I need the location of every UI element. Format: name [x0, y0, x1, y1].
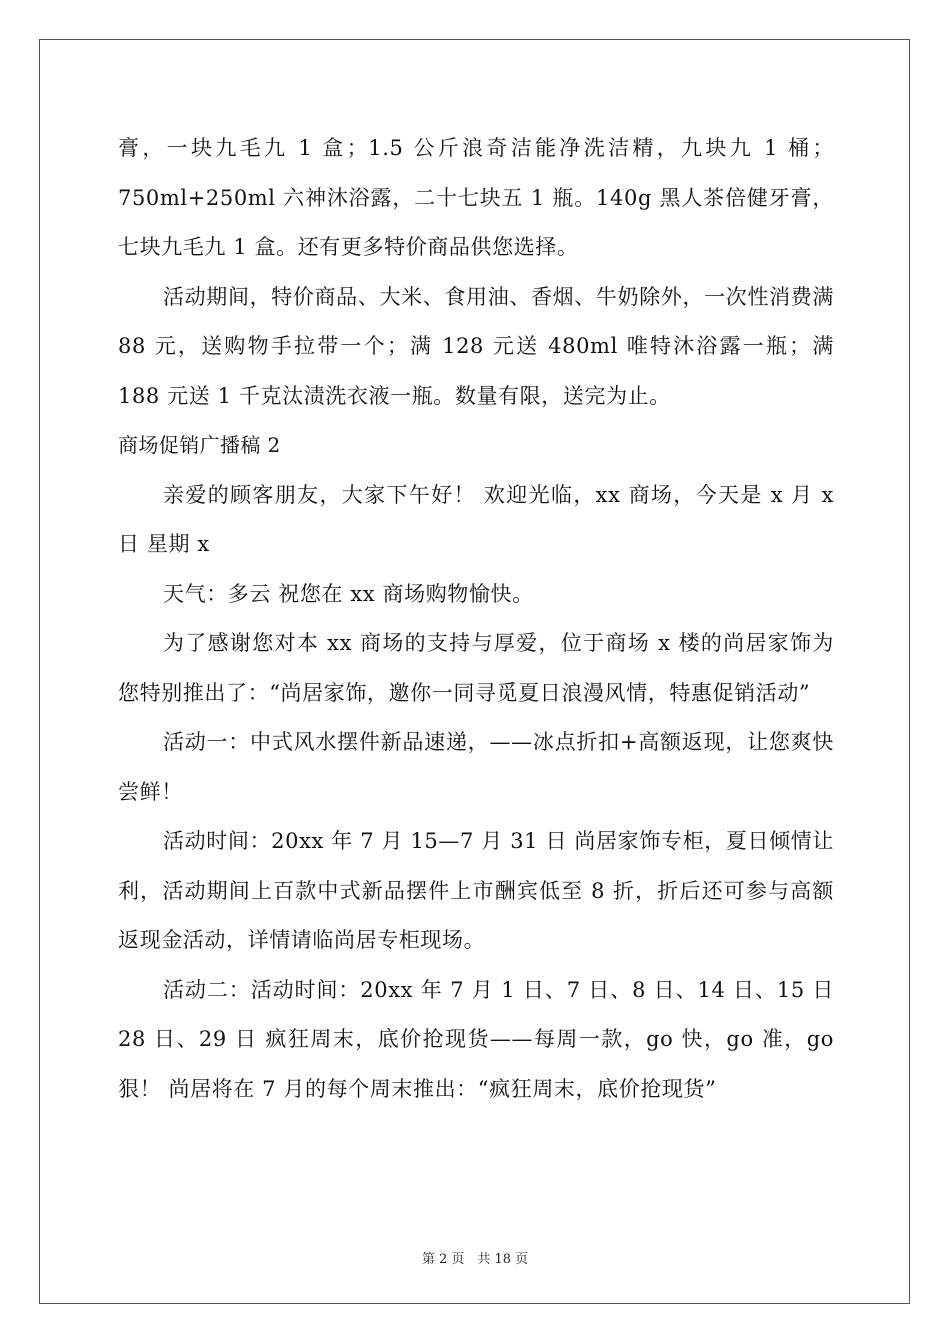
page-number-footer: 第 2 页 共 18 页: [421, 1252, 529, 1267]
paragraph-activity-gifts: 活动期间，特价商品、大米、食用油、香烟、牛奶除外，一次性消费满 88 元，送购物手拉带一个；满 128 元送 480ml 唯特沐浴露一瓶；满 188 元送 1 千克汰渍洗衣液一瓶。数量有限，送完为止。: [118, 284, 834, 408]
paragraph-activity-one: 活动一：中式风水摆件新品速递，——冰点折扣+高额返现，让您爽快尝鲜！: [118, 730, 834, 804]
paragraph-activity-two: 活动二：活动时间：20xx 年 7 月 1 日、7 日、8 日、14 日、15 日 28 日、29 日 疯狂周末，底价抢现货——每周一款，go 快，go 准，go 狠！ 尚居将在 7 月的每个周末推出：“疯狂周末，底价抢现货”: [118, 977, 834, 1101]
paragraph-activity-time: 活动时间：20xx 年 7 月 15—7 月 31 日 尚居家饰专柜，夏日倾情让利，活动期间上百款中式新品摆件上市酬宾低至 8 折，折后还可参与高额返现金活动，详情请临尚居专柜现场。: [118, 829, 834, 952]
paragraph-product-list: 膏，一块九毛九 1 盒；1.5 公斤浪奇洁能净洗洁精，九块九 1 桶；750ml+250ml 六神沐浴露，二十七块五 1 瓶。140g 黑人茶倍健牙膏，七块九毛九 1 盒。还有更多特价商品供您选择。: [118, 136, 834, 259]
section-heading: 商场促销广播稿 2: [118, 433, 281, 457]
paragraph-thanks: 为了感谢您对本 xx 商场的支持与厚爱，位于商场 x 楼的尚居家饰为您特别推出了：“尚居家饰，邀你一同寻觅夏日浪漫风情，特惠促销活动”: [118, 631, 834, 705]
paragraph-weather: 天气：多云 祝您在 xx 商场购物愉快。: [163, 581, 534, 606]
paragraph-greeting: 亲爱的顾客朋友，大家下午好！ 欢迎光临，xx 商场，今天是 x 月 x 日 星期 x: [118, 482, 834, 556]
document-body: [118, 124, 834, 1114]
